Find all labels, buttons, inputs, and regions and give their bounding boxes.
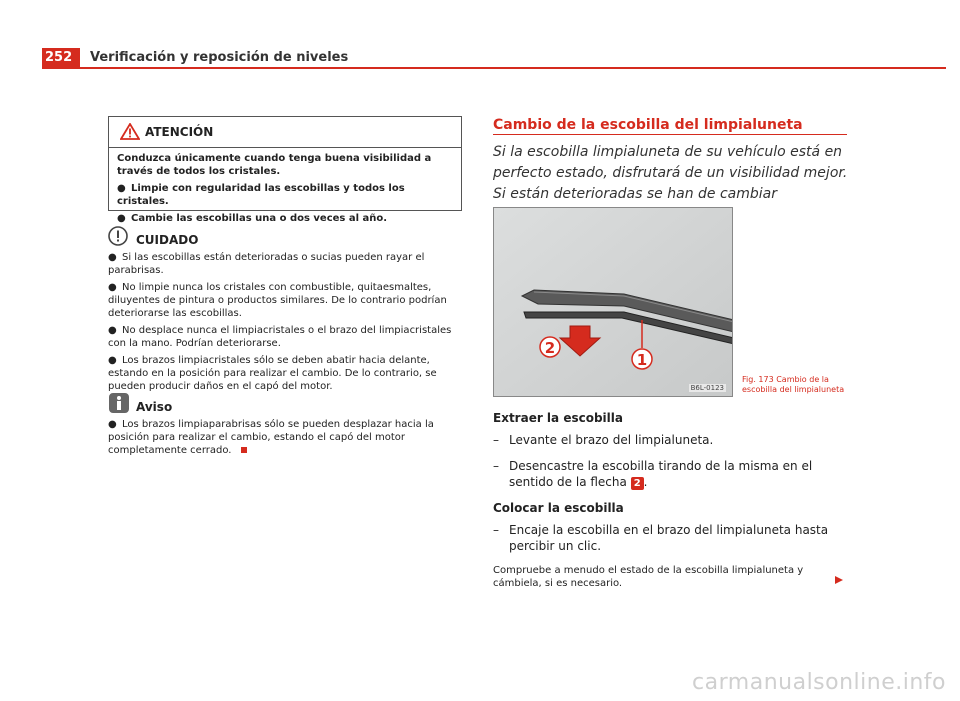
section-intro: Si la escobilla limpialuneta de su vehículo está en perfecto estado, disfrutará de un visibilidad mejor. Si están deterioradas se han de cambiar <box>493 144 848 202</box>
atencion-item: ● Cambie las escobillas una o dos veces al año. <box>117 213 388 224</box>
colocar-block <box>493 500 855 554</box>
section-rule <box>493 134 847 135</box>
cuidado-item: ● Si las escobillas están deterioradas o sucias pueden rayar el parabrisas. <box>108 252 425 276</box>
cuidado-item: ● No desplace nunca el limpiacristales o el brazo del limpiacristales con la mano. Podrían deteriorarse. <box>108 325 452 349</box>
aviso-item: ● Los brazos limpiaparabrisas sólo se pueden desplazar hacia la posición para realizar el cambio, estando el capó del motor completamente cerrado. <box>108 419 434 456</box>
page-number: 252 <box>42 48 80 68</box>
info-icon <box>108 392 130 414</box>
figure-label-1: 1 <box>636 351 648 369</box>
atencion-item: ● Limpie con regularidad las escobillas y todos los cristales. <box>117 183 405 207</box>
aviso-title: Aviso <box>136 400 173 414</box>
footer-note: Compruebe a menudo el estado de la escobilla limpialuneta y cámbiela, si es necesario. <box>493 565 804 589</box>
figure-caption: Fig. 173 Cambio de la escobilla del limpialuneta <box>742 375 845 394</box>
page-header-title: Verificación y reposición de niveles <box>90 50 349 65</box>
figure-label-2: 2 <box>544 339 556 357</box>
watermark: carmanualsonline.info <box>692 670 946 695</box>
atencion-intro: Conduzca únicamente cuando tenga buena visibilidad a través de todos los cristales. <box>117 153 432 177</box>
wiper-blade-figure <box>493 207 733 397</box>
atencion-box <box>108 116 462 224</box>
extraer-block <box>493 410 855 490</box>
cuidado-item: ● No limpie nunca los cristales con combustible, quitaesmaltes, diluyentes de pintura o productos similares. De lo contrario podrían deteriorarse las escobillas. <box>108 282 447 319</box>
atencion-title: ATENCIÓN <box>145 125 214 139</box>
cuidado-note <box>108 226 464 397</box>
arrow-ref-badge: 2 <box>631 477 644 490</box>
warning-triangle-icon <box>120 123 140 140</box>
header-rule <box>42 67 946 69</box>
wiper-illustration <box>494 208 733 397</box>
aviso-note <box>108 392 464 461</box>
step-item: – Encaje la escobilla en el brazo del limpialuneta hasta percibir un clic. <box>493 523 829 553</box>
cuidado-title: CUIDADO <box>136 233 199 247</box>
end-of-section-marker <box>241 447 247 453</box>
atencion-header <box>109 117 461 148</box>
figure-code: B6L-0123 <box>690 384 724 392</box>
extraer-heading: Extraer la escobilla <box>493 411 623 425</box>
cuidado-item: ● Los brazos limpiacristales sólo se deben abatir hacia delante, estando en la posición para realizar el cambio. De lo contrario, se pueden producir daños en el capó del motor. <box>108 355 437 392</box>
colocar-heading: Colocar la escobilla <box>493 501 624 515</box>
step-item: – Desencastre la escobilla tirando de la misma en el sentido de la flecha 2 . <box>493 459 813 489</box>
section-title: Cambio de la escobilla del limpialuneta <box>493 117 803 133</box>
step-item: – Levante el brazo del limpialuneta. <box>493 433 714 447</box>
atencion-body <box>109 148 461 233</box>
continue-arrow-icon <box>834 575 844 585</box>
caution-icon <box>108 226 128 246</box>
